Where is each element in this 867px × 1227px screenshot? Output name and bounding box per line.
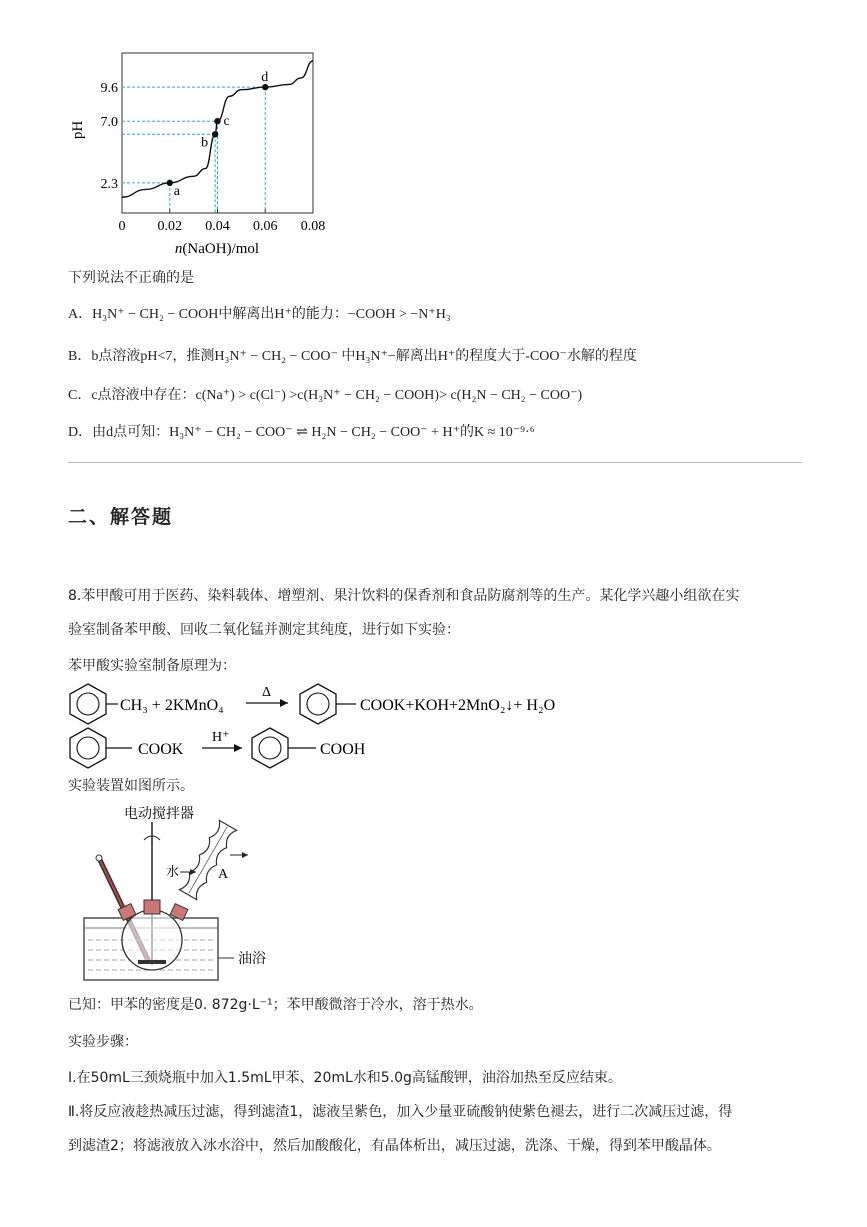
x-tick-label: 0.06: [253, 219, 278, 234]
known-info: 已知：甲苯的密度是0. 872g·L⁻¹；苯甲酸微溶于冷水，溶于热水。: [68, 997, 483, 1013]
reaction2-right: COOH: [320, 741, 366, 758]
reaction-2: [66, 724, 406, 772]
question-stem: 下列说法不正确的是: [68, 270, 194, 286]
x-axis-label: n(NaOH)/mol: [174, 241, 260, 257]
y-tick-label: 7.0: [100, 115, 118, 131]
reaction1-right: COOK+KOH+2MnO₂↓+ H₂O: [360, 697, 556, 714]
benzene-ring-icon: [70, 728, 106, 768]
reaction-1: [66, 680, 606, 728]
y-axis-label: pH: [70, 120, 86, 140]
reaction1-condition: Δ: [262, 685, 272, 700]
point-b: [212, 131, 218, 137]
point-label-a: a: [173, 183, 180, 199]
benzene-ring-icon: [70, 684, 106, 724]
q8-line1: 8.苯甲酸可用于医药、染料载体、增塑剂、果汁饮料的保香剂和食品防腐剂等的生产。某化学兴趣小组欲在实: [68, 588, 740, 604]
y-tick-label: 2.3: [100, 176, 118, 192]
benzene-ring-icon: [300, 684, 336, 724]
option-b: B．b点溶液pH<7，推测H₃N⁺ − CH₂ − COO⁻ 中H₃N⁺−解离出H⁺的程度大于-COO⁻水解的程度: [68, 349, 637, 364]
stirrer-blade: [138, 960, 166, 964]
point-c: [214, 118, 220, 124]
point-label-c: c: [223, 114, 230, 130]
water-label: 水: [166, 864, 180, 879]
option-a: A．H₃N⁺ − CH₂ − COOH中解离出H⁺的能力：−COOH > −N⁺H₃: [68, 307, 451, 322]
x-tick-label: 0.04: [205, 219, 230, 234]
option-d: D．由d点可知：H₃N⁺ − CH₂ − COO⁻ ⇌ H₂N − CH₂ − COO⁻ + H⁺的K ≈ 10⁻⁹·⁶: [68, 425, 535, 440]
point-label-b: b: [201, 135, 209, 151]
step-2-line2: 到滤渣2；将滤液放入冰水浴中，然后加酸酸化，有晶体析出，减压过滤，洗涤、干燥，得到苯甲酸晶体。: [68, 1138, 721, 1154]
guide-lines: [122, 87, 265, 213]
step-2-line1: Ⅱ.将反应液趁热减压过滤，得到滤渣1，滤液呈紫色，加入少量亚硫酸钠使紫色褪去，进行二次减压过滤，得: [68, 1104, 733, 1120]
step-1: Ⅰ.在50mL三颈烧瓶中加入1.5mL甲苯、20mL水和5.0g高锰酸钾，油浴加热至反应结束。: [68, 1070, 622, 1086]
reaction2-left: COOK: [138, 741, 184, 758]
benzene-ring-icon: [252, 728, 288, 768]
section-title: 二、解答题: [68, 506, 174, 528]
condenser: [179, 820, 236, 899]
x-tick-label: 0.02: [157, 219, 182, 234]
point-label-d: d: [261, 70, 269, 86]
x-tick-label: 0.08: [300, 219, 326, 234]
reaction1-left: CH₃ + 2KMnO₄: [120, 697, 224, 714]
steps-title: 实验步骤：: [68, 1034, 138, 1050]
apparatus-diagram: [78, 800, 298, 985]
stirrer-label: 电动搅拌器: [124, 807, 194, 822]
reaction2-condition: H⁺: [212, 730, 230, 745]
y-tick-label: 9.6: [100, 81, 118, 97]
apparatus-caption: 实验装置如图所示。: [68, 778, 194, 794]
divider: [68, 462, 802, 463]
option-c: C．c点溶液中存在：c(Na⁺) > c(Cl⁻) >c(H₃N⁺ − CH₂ − COOH)> c(H₂N − CH₂ − COO⁻): [68, 388, 583, 403]
x-tick-label: 0: [118, 219, 126, 234]
oil-bath-label: 油浴: [238, 952, 266, 967]
ph-titration-chart: [70, 40, 340, 265]
point-a: [167, 180, 173, 186]
q8-line2: 验室制备苯甲酸、回收二氧化锰并测定其纯度，进行如下实验：: [68, 622, 460, 638]
principle-label: 苯甲酸实验室制备原理为：: [68, 658, 236, 674]
condenser-label: A: [218, 867, 229, 882]
